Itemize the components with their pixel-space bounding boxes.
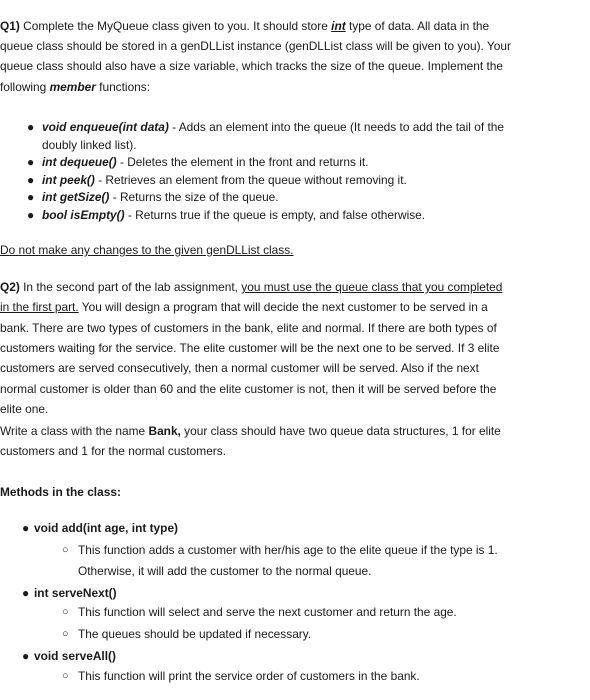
q2-line-3: bank. There are two types of customers in the bank, elite and normal. If there are both types of <box>0 321 497 335</box>
methods-heading: Methods in the class: <box>0 485 121 499</box>
bullet-dot: ● <box>27 190 35 204</box>
q1-line-1: Q1) Complete the MyQueue class given to you. It should store int type of data. All data in the <box>0 19 490 33</box>
circle-bullet: ○ <box>62 606 69 618</box>
q1-line-3: queue class should also have a size variable, which tracks the size of the queue. Implement the <box>0 59 503 73</box>
method-add: void add(int age, int type) <box>34 521 179 535</box>
method-add-desc-cont: Otherwise, it will add the customer to the normal queue. <box>78 564 372 578</box>
bullet-enqueue: void enqueue(int data) - Adds an element into the queue (It needs to add the tail of the <box>42 120 504 134</box>
bullet-dot: ● <box>27 120 35 134</box>
bullet-isempty: bool isEmpty() - Returns true if the queue is empty, and false otherwise. <box>42 208 426 222</box>
q1-line-2: queue class should be stored in a genDLList instance (genDLList class will be given to you). Your <box>0 39 511 53</box>
bullet-dot: ● <box>22 649 30 663</box>
bank-class-name: Bank, <box>148 424 181 438</box>
q2-line-1: Q2) In the second part of the lab assignment, you must use the queue class that you completed <box>0 280 503 294</box>
q1-label: Q1) <box>0 19 20 33</box>
q2-write-line-2: customers and 1 for the normal customers. <box>0 444 227 458</box>
q2-line-7: elite one. <box>0 402 49 416</box>
method-servenext-desc-2: The queues should be updated if necessary. <box>78 627 312 641</box>
circle-bullet: ○ <box>62 670 69 682</box>
q2-write-line: Write a class with the name Bank, your class should have two queue data structures, 1 for elite <box>0 424 501 438</box>
q2-line-2: in the first part. You will design a program that will decide the next customer to be served in a <box>0 300 488 314</box>
method-serveall-desc: This function will print the service order of customers in the bank. <box>78 669 420 683</box>
bullet-dot: ● <box>22 521 30 535</box>
member-emphasis: member <box>49 80 96 94</box>
method-add-desc: This function adds a customer with her/his age to the elite queue if the type is 1. <box>78 543 498 557</box>
q2-line-6: normal customer is older than 60 and the elite customer is not, then it will be served before the <box>0 382 497 396</box>
bullet-dequeue: int dequeue() - Deletes the element in the front and returns it. <box>42 155 369 169</box>
q2-line-4: customers waiting for the service. The elite customer will be the next one to be served. If 3 elite <box>0 341 500 355</box>
bullet-dot: ● <box>27 173 35 187</box>
q1-line-4: following member functions: <box>0 80 151 94</box>
bullet-getsize: int getSize() - Returns the size of the queue. <box>42 190 279 204</box>
bullet-dot: ● <box>22 586 30 600</box>
method-servenext: int serveNext() <box>34 586 117 600</box>
bullet-dot: ● <box>27 155 35 169</box>
int-emphasis: int <box>331 19 346 33</box>
bullet-dot: ● <box>27 208 35 222</box>
bullet-peek: int peek() - Retrieves an element from the queue without removing it. <box>42 173 407 187</box>
circle-bullet: ○ <box>62 628 69 640</box>
method-servenext-desc: This function will select and serve the next customer and return the age. <box>78 605 457 619</box>
q2-line-5: customers are served consecutively, then a normal customer will be served. Also if the next <box>0 361 479 375</box>
bullet-enqueue-cont: doubly linked list). <box>42 138 137 152</box>
method-serveall: void serveAll() <box>34 649 116 663</box>
circle-bullet: ○ <box>62 544 69 556</box>
genDLList-note: Do not make any changes to the given genDLList class. <box>0 243 294 257</box>
q2-label: Q2) <box>0 280 20 294</box>
